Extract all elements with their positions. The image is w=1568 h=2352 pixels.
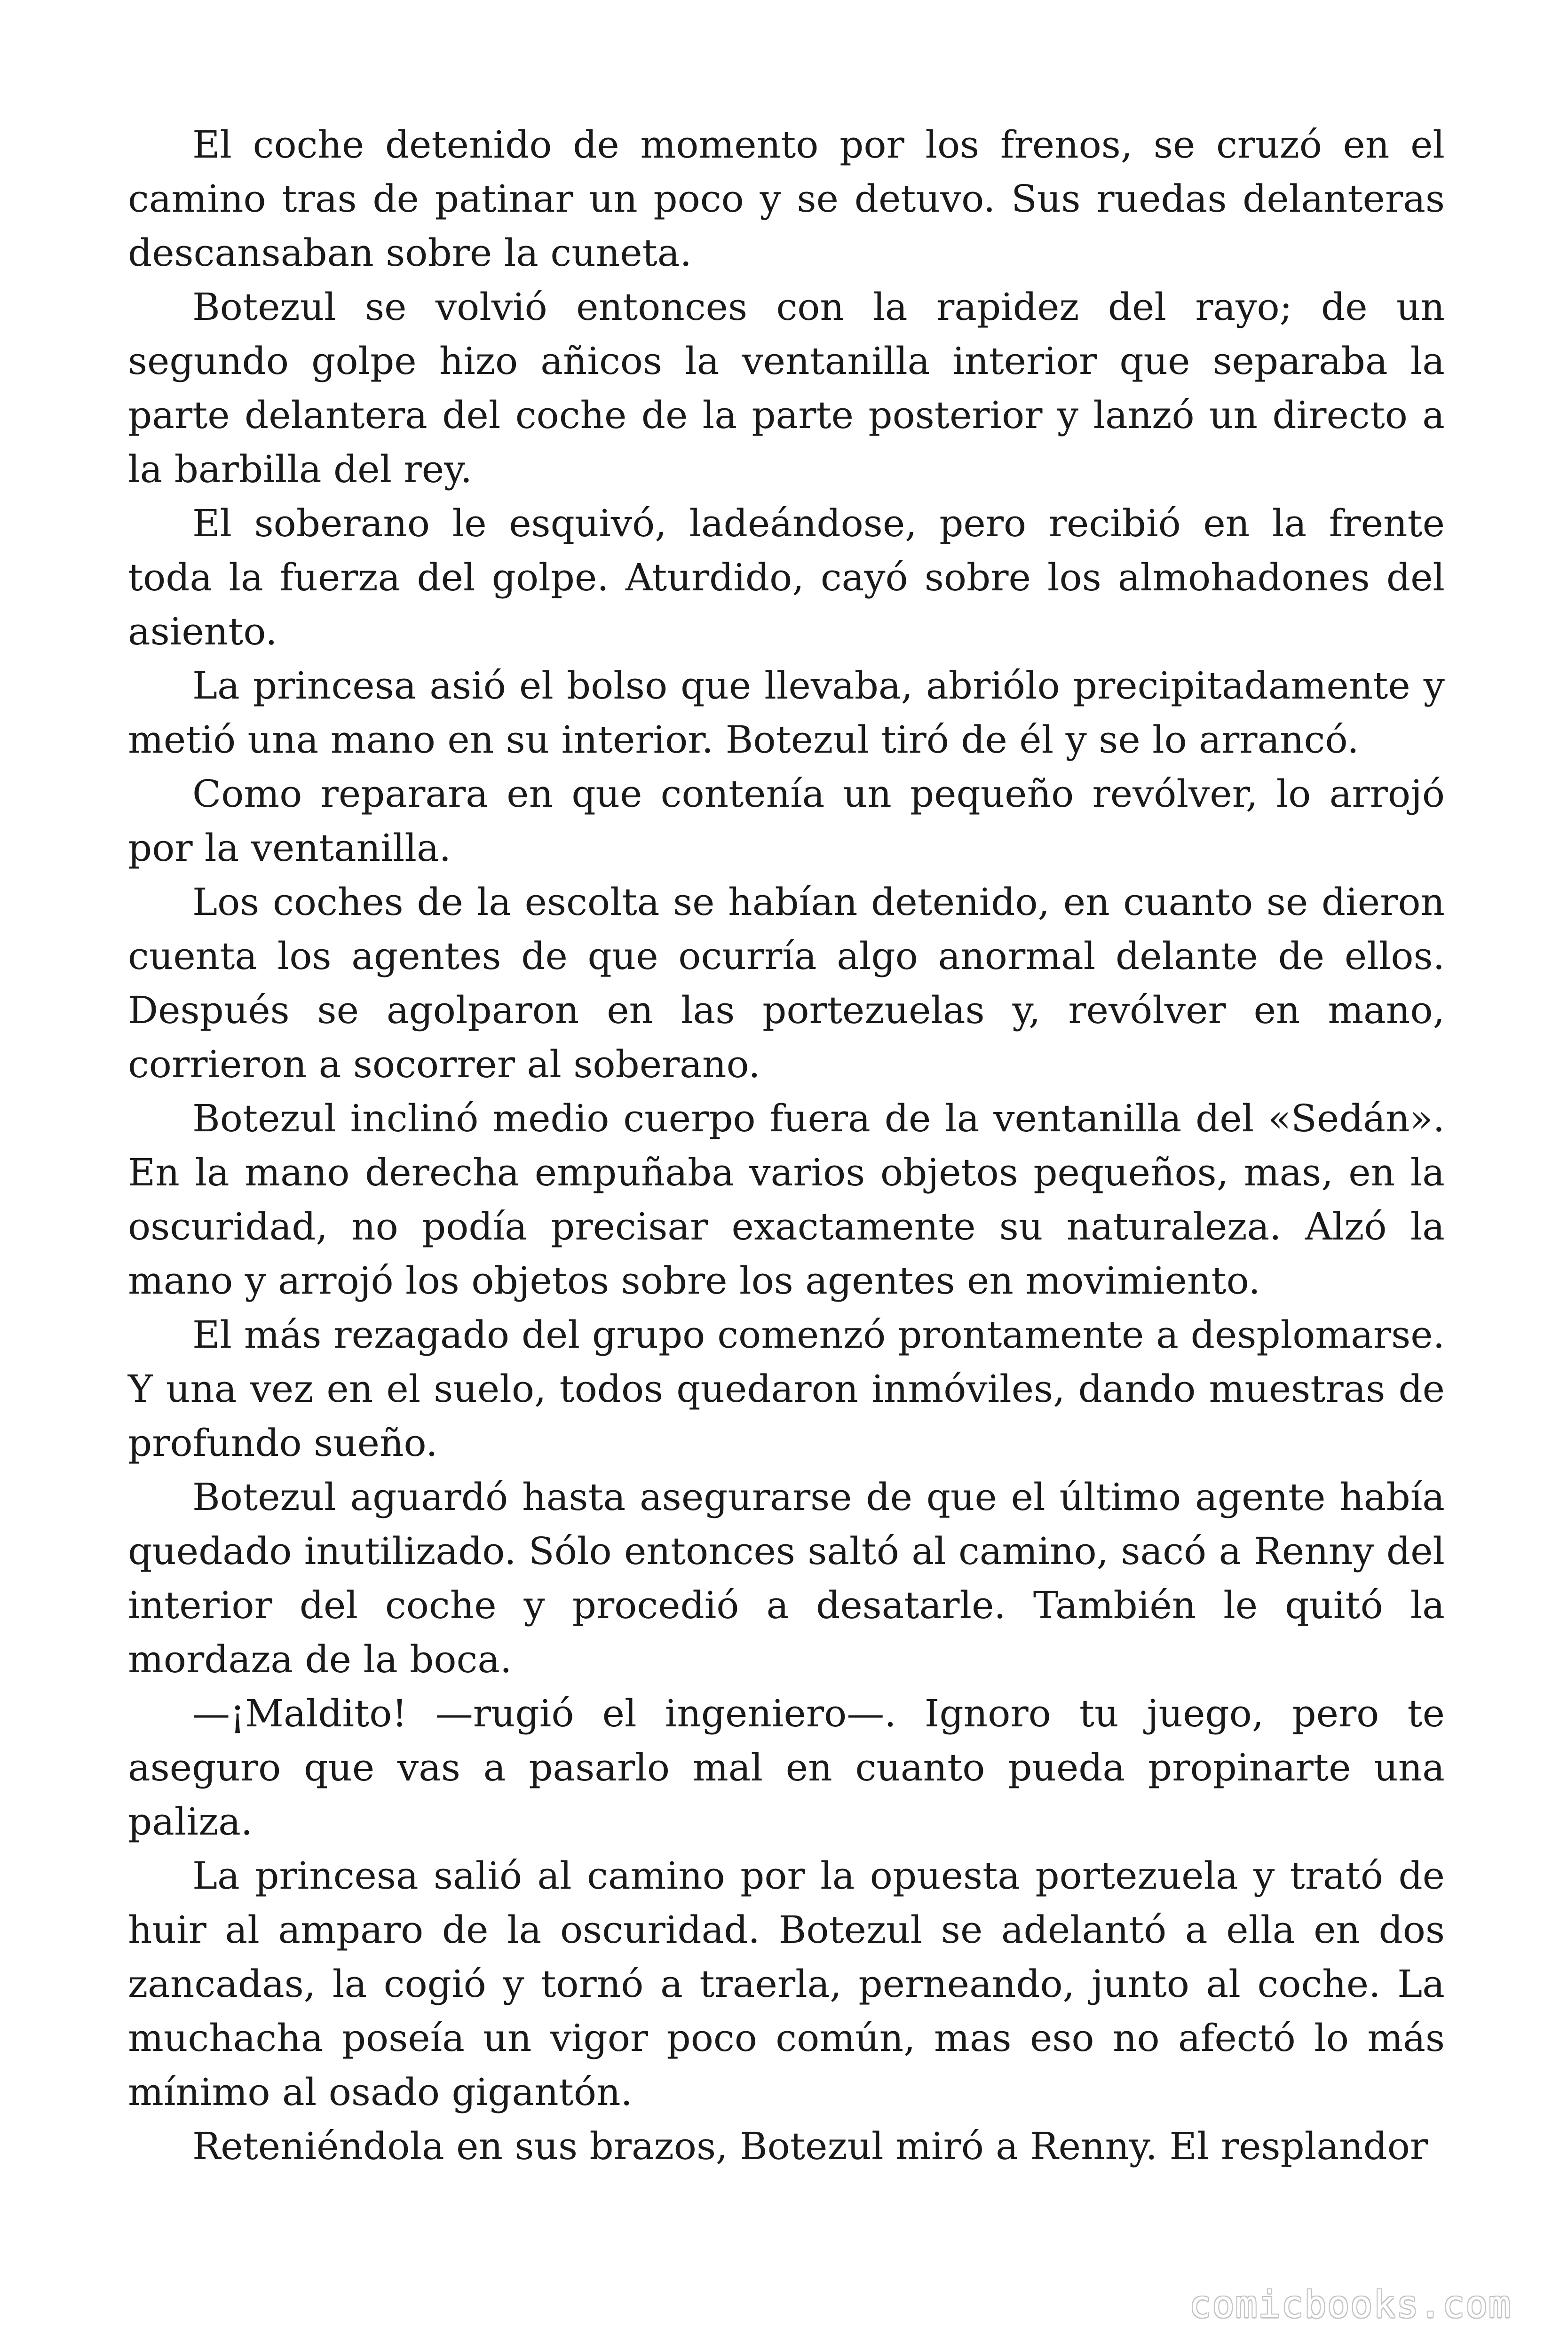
paragraph-6: Los coches de la escolta se habían detenido, en cuanto se dieron cuenta los agentes de que ocurría algo anormal delante de ellos. Después se agolparon en las portezuelas y, revólver en mano, corrieron a socorrer al soberano. [128,880,1445,1086]
paragraph-2: Botezul se volvió entonces con la rapidez del rayo; de un segundo golpe hizo añicos la ventanilla interior que separaba la parte delantera del coche de la parte posterior y lanzó un directo a la barbilla del rey. [128,285,1445,491]
page-body-text [128,118,1445,2173]
watermark: comicbooks.com [1189,2284,1512,2326]
paragraph-12: Reteniéndola en sus brazos, Botezul miró a Renny. El resplandor [192,2124,1428,2168]
paragraph-7: Botezul inclinó medio cuerpo fuera de la ventanilla del «Sedán». En la mano derecha empuñaba varios objetos pequeños, mas, en la oscuridad, no podía precisar exactamente su naturaleza. Alzó la mano y arrojó los objetos sobre los agentes en movimiento. [128,1097,1445,1303]
paragraph-4: La princesa asió el bolso que llevaba, abriólo precipitadamente y metió una mano en su interior. Botezul tiró de él y se lo arrancó. [128,664,1445,762]
paragraph-5: Como reparara en que contenía un pequeño revólver, lo arrojó por la ventanilla. [128,772,1445,870]
paragraph-11: La princesa salió al camino por la opuesta portezuela y trató de huir al amparo de la oscuridad. Botezul se adelantó a ella en dos zancadas, la cogió y tornó a traerla, perneando, junto al coche. La muchacha poseía un vigor poco común, mas eso no afectó lo más mínimo al osado gigantón. [128,1854,1445,2114]
paragraph-8: El más rezagado del grupo comenzó prontamente a desplomarse. Y una vez en el suelo, todos quedaron inmóviles, dando muestras de profundo sueño. [128,1313,1445,1465]
paragraph-1: El coche detenido de momento por los frenos, se cruzó en el camino tras de patinar un poco y se detuvo. Sus ruedas delanteras descansaban sobre la cuneta. [128,123,1445,275]
paragraph-10: —¡Maldito! —rugió el ingeniero—. Ignoro tu juego, pero te aseguro que vas a pasarlo mal en cuanto pueda propinarte una paliza. [128,1692,1445,1843]
paragraph-3: El soberano le esquivó, ladeándose, pero recibió en la frente toda la fuerza del golpe. Aturdido, cayó sobre los almohadones del asiento. [128,501,1445,653]
paragraph-9: Botezul aguardó hasta asegurarse de que el último agente había quedado inutilizado. Sólo entonces saltó al camino, sacó a Renny del interior del coche y procedió a desatarle. También le quitó la mordaza de la boca. [128,1475,1445,1681]
